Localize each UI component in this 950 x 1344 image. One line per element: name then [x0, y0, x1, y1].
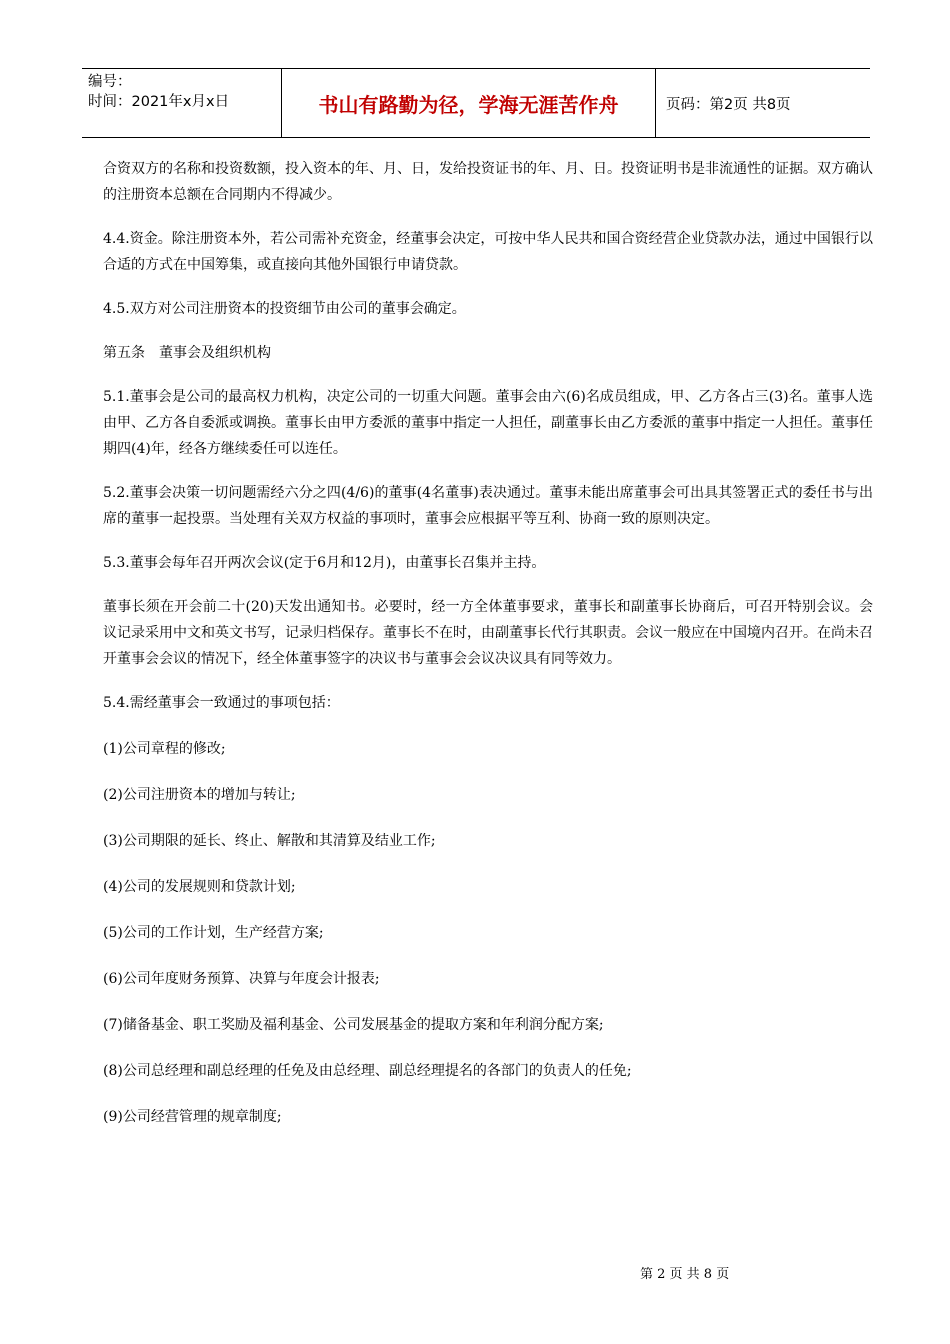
paragraph: 5.4.需经董事会一致通过的事项包括：	[103, 695, 340, 711]
paragraph: 5.3.董事会每年召开两次会议(定于6月和12月)，由董事长召集并主持。	[103, 555, 546, 571]
page-footer: 第 2 页 共 8 页	[640, 1267, 730, 1282]
header-meta	[82, 69, 282, 137]
list-item: (5)公司的工作计划，生产经营方案;	[103, 925, 324, 941]
document-time-label: 时间：2021年x月x日	[88, 94, 230, 110]
section-heading: 第五条 董事会及组织机构	[103, 345, 271, 361]
document-body	[103, 156, 873, 1130]
paragraph: 5.2.董事会决策一切问题需经六分之四(4/6)的董事(4名董事)表决通过。董事未能出席董事会可出具其签署正式的委任书与出席的董事一起投票。当处理有关双方权益的事项时，董事会应根据平等互利、协商一致的原则决定。	[103, 485, 873, 527]
paragraph: 4.5.双方对公司注册资本的投资细节由公司的董事会确定。	[103, 301, 466, 317]
list-item: (8)公司总经理和副总经理的任免及由总经理、副总经理提名的各部门的负责人的任免;	[103, 1063, 632, 1079]
list-item: (2)公司注册资本的增加与转让;	[103, 787, 296, 803]
list-item: (1)公司章程的修改;	[103, 741, 226, 757]
header-page-info: 页码：第2页 共8页	[666, 96, 791, 113]
page-header	[82, 68, 870, 138]
list-item: (9)公司经营管理的规章制度;	[103, 1109, 282, 1125]
paragraph: 4.4.资金。除注册资本外，若公司需补充资金，经董事会决定，可按中华人民共和国合资经营企业贷款办法，通过中国银行以合适的方式在中国筹集，或直接向其他外国银行申请贷款。	[103, 231, 873, 273]
list-item: (7)储备基金、职工奖励及福利基金、公司发展基金的提取方案和年利润分配方案;	[103, 1017, 604, 1033]
header-motto: 书山有路勤为径，学海无涯苦作舟	[282, 69, 656, 137]
paragraph: 董事长须在开会前二十(20)天发出通知书。必要时，经一方全体董事要求，董事长和副董事长协商后，可召开特别会议。会议记录采用中文和英文书写，记录归档保存。董事长不在时，由副董事长代行其职责。会议一般应在中国境内召开。在尚未召开董事会会议的情况下，经全体董事签字的决议书与董事会会议决议具有同等效力。	[103, 599, 873, 667]
list-item: (3)公司期限的延长、终止、解散和其清算及结业工作;	[103, 833, 436, 849]
list-item: (4)公司的发展规则和贷款计划;	[103, 879, 296, 895]
paragraph: 合资双方的名称和投资数额，投入资本的年、月、日，发给投资证书的年、月、日。投资证明书是非流通性的证据。双方确认的注册资本总额在合同期内不得减少。	[103, 161, 873, 203]
paragraph: 5.1.董事会是公司的最高权力机构，决定公司的一切重大问题。董事会由六(6)名成员组成，甲、乙方各占三(3)名。董事人选由甲、乙方各自委派或调换。董事长由甲方委派的董事中指定一人担任，副董事长由乙方委派的董事中指定一人担任。董事任期四(4)年，经各方继续委任可以连任。	[103, 389, 873, 457]
document-number-label: 编号：	[88, 74, 132, 90]
list-item: (6)公司年度财务预算、决算与年度会计报表;	[103, 971, 380, 987]
